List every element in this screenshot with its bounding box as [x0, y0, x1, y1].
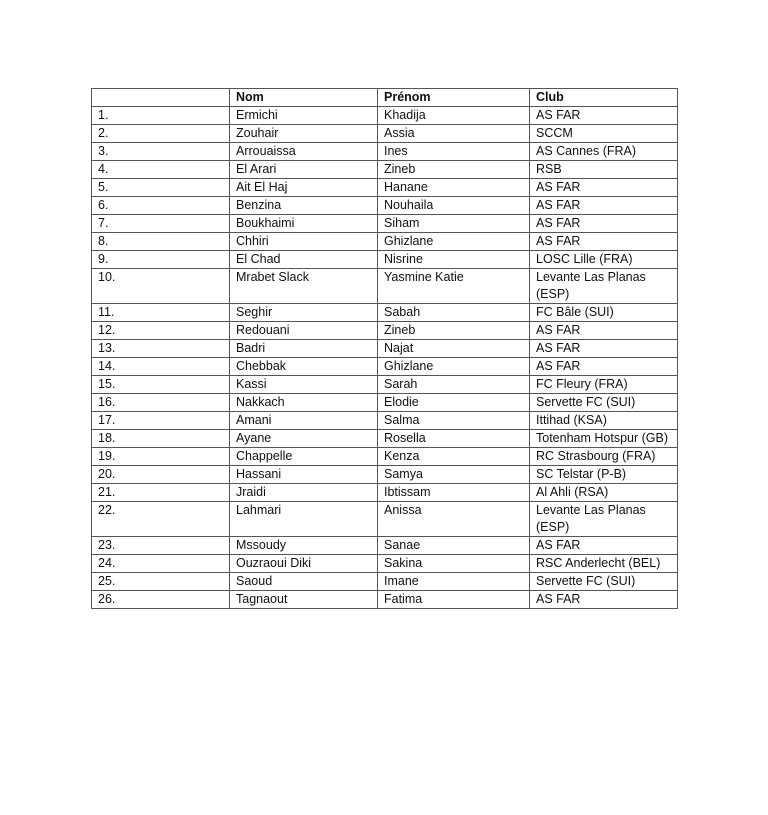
cell-club: RC Strasbourg (FRA) [530, 448, 678, 466]
cell-club: FC Bâle (SUI) [530, 304, 678, 322]
table-row [92, 502, 678, 537]
cell-prenom: Zineb [378, 322, 530, 340]
cell-nom: Chhiri [230, 233, 378, 251]
cell-nom: Chappelle [230, 448, 378, 466]
cell-nom: Zouhair [230, 125, 378, 143]
cell-number: 19. [92, 448, 230, 466]
table-row [92, 573, 678, 591]
cell-club: Al Ahli (RSA) [530, 484, 678, 502]
cell-club: AS FAR [530, 107, 678, 125]
cell-nom: Ouzraoui Diki [230, 555, 378, 573]
cell-number: 4. [92, 161, 230, 179]
cell-club: Ittihad (KSA) [530, 412, 678, 430]
cell-number: 23. [92, 537, 230, 555]
header-nom: Nom [230, 89, 378, 107]
cell-prenom: Ghizlane [378, 358, 530, 376]
cell-nom: Ayane [230, 430, 378, 448]
cell-nom: El Chad [230, 251, 378, 269]
table-row [92, 215, 678, 233]
table-row [92, 591, 678, 609]
table-row [92, 233, 678, 251]
cell-nom: Amani [230, 412, 378, 430]
cell-club: AS FAR [530, 179, 678, 197]
cell-nom: Boukhaimi [230, 215, 378, 233]
header-prenom: Prénom [378, 89, 530, 107]
cell-nom: Ait El Haj [230, 179, 378, 197]
table-row [92, 322, 678, 340]
cell-prenom: Sakina [378, 555, 530, 573]
cell-number: 26. [92, 591, 230, 609]
table-row [92, 537, 678, 555]
cell-prenom: Salma [378, 412, 530, 430]
cell-nom: Seghir [230, 304, 378, 322]
cell-prenom: Rosella [378, 430, 530, 448]
cell-nom: Chebbak [230, 358, 378, 376]
cell-prenom: Yasmine Katie [378, 269, 530, 304]
cell-nom: Nakkach [230, 394, 378, 412]
table-row [92, 269, 678, 304]
cell-club: Levante Las Planas (ESP) [530, 269, 678, 304]
table-body [92, 107, 678, 609]
cell-club: Servette FC (SUI) [530, 394, 678, 412]
cell-prenom: Sabah [378, 304, 530, 322]
cell-number: 9. [92, 251, 230, 269]
table-row [92, 358, 678, 376]
cell-club: RSC Anderlecht (BEL) [530, 555, 678, 573]
cell-prenom: Elodie [378, 394, 530, 412]
cell-prenom: Hanane [378, 179, 530, 197]
cell-club: AS Cannes (FRA) [530, 143, 678, 161]
cell-club: AS FAR [530, 322, 678, 340]
cell-number: 8. [92, 233, 230, 251]
cell-number: 3. [92, 143, 230, 161]
cell-prenom: Samya [378, 466, 530, 484]
cell-number: 13. [92, 340, 230, 358]
table-row [92, 448, 678, 466]
cell-prenom: Nisrine [378, 251, 530, 269]
table-header-row [92, 89, 678, 107]
cell-club: AS FAR [530, 537, 678, 555]
cell-prenom: Assia [378, 125, 530, 143]
table-row [92, 251, 678, 269]
header-club: Club [530, 89, 678, 107]
cell-prenom: Khadija [378, 107, 530, 125]
cell-number: 25. [92, 573, 230, 591]
cell-nom: Tagnaout [230, 591, 378, 609]
cell-number: 1. [92, 107, 230, 125]
cell-nom: Badri [230, 340, 378, 358]
cell-club: AS FAR [530, 233, 678, 251]
cell-number: 11. [92, 304, 230, 322]
cell-prenom: Fatima [378, 591, 530, 609]
cell-club: Servette FC (SUI) [530, 573, 678, 591]
cell-club: AS FAR [530, 340, 678, 358]
cell-nom: Mrabet Slack [230, 269, 378, 304]
cell-nom: Mssoudy [230, 537, 378, 555]
cell-club: AS FAR [530, 358, 678, 376]
table-row [92, 430, 678, 448]
cell-prenom: Sarah [378, 376, 530, 394]
cell-club: AS FAR [530, 215, 678, 233]
table-row [92, 197, 678, 215]
cell-club: Totenham Hotspur (GB) [530, 430, 678, 448]
cell-nom: Kassi [230, 376, 378, 394]
cell-number: 22. [92, 502, 230, 537]
table-row [92, 340, 678, 358]
cell-nom: Lahmari [230, 502, 378, 537]
cell-nom: Jraidi [230, 484, 378, 502]
cell-number: 2. [92, 125, 230, 143]
cell-prenom: Anissa [378, 502, 530, 537]
cell-club: Levante Las Planas (ESP) [530, 502, 678, 537]
cell-number: 6. [92, 197, 230, 215]
cell-number: 7. [92, 215, 230, 233]
table-row [92, 376, 678, 394]
cell-prenom: Ibtissam [378, 484, 530, 502]
cell-club: LOSC Lille (FRA) [530, 251, 678, 269]
cell-nom: Redouani [230, 322, 378, 340]
cell-club: AS FAR [530, 197, 678, 215]
table-row [92, 394, 678, 412]
cell-prenom: Ines [378, 143, 530, 161]
table-row [92, 125, 678, 143]
cell-number: 16. [92, 394, 230, 412]
table-row [92, 161, 678, 179]
cell-nom: Benzina [230, 197, 378, 215]
cell-nom: Arrouaissa [230, 143, 378, 161]
cell-prenom: Kenza [378, 448, 530, 466]
cell-prenom: Nouhaila [378, 197, 530, 215]
cell-number: 15. [92, 376, 230, 394]
cell-prenom: Zineb [378, 161, 530, 179]
cell-club: SCCM [530, 125, 678, 143]
cell-number: 20. [92, 466, 230, 484]
player-roster-table [91, 88, 678, 609]
table-row [92, 179, 678, 197]
cell-number: 24. [92, 555, 230, 573]
table-row [92, 304, 678, 322]
cell-club: AS FAR [530, 591, 678, 609]
table-row [92, 466, 678, 484]
table-row [92, 412, 678, 430]
cell-number: 10. [92, 269, 230, 304]
cell-number: 14. [92, 358, 230, 376]
cell-prenom: Siham [378, 215, 530, 233]
cell-club: FC Fleury (FRA) [530, 376, 678, 394]
table-row [92, 555, 678, 573]
cell-number: 21. [92, 484, 230, 502]
cell-prenom: Imane [378, 573, 530, 591]
table-row [92, 484, 678, 502]
cell-club: SC Telstar (P-B) [530, 466, 678, 484]
cell-number: 17. [92, 412, 230, 430]
cell-club: RSB [530, 161, 678, 179]
cell-prenom: Sanae [378, 537, 530, 555]
cell-prenom: Ghizlane [378, 233, 530, 251]
table-row [92, 107, 678, 125]
cell-number: 5. [92, 179, 230, 197]
cell-nom: Ermichi [230, 107, 378, 125]
cell-number: 18. [92, 430, 230, 448]
cell-nom: Saoud [230, 573, 378, 591]
cell-prenom: Najat [378, 340, 530, 358]
cell-number: 12. [92, 322, 230, 340]
cell-nom: Hassani [230, 466, 378, 484]
header-number [92, 89, 230, 107]
cell-nom: El Arari [230, 161, 378, 179]
table-row [92, 143, 678, 161]
